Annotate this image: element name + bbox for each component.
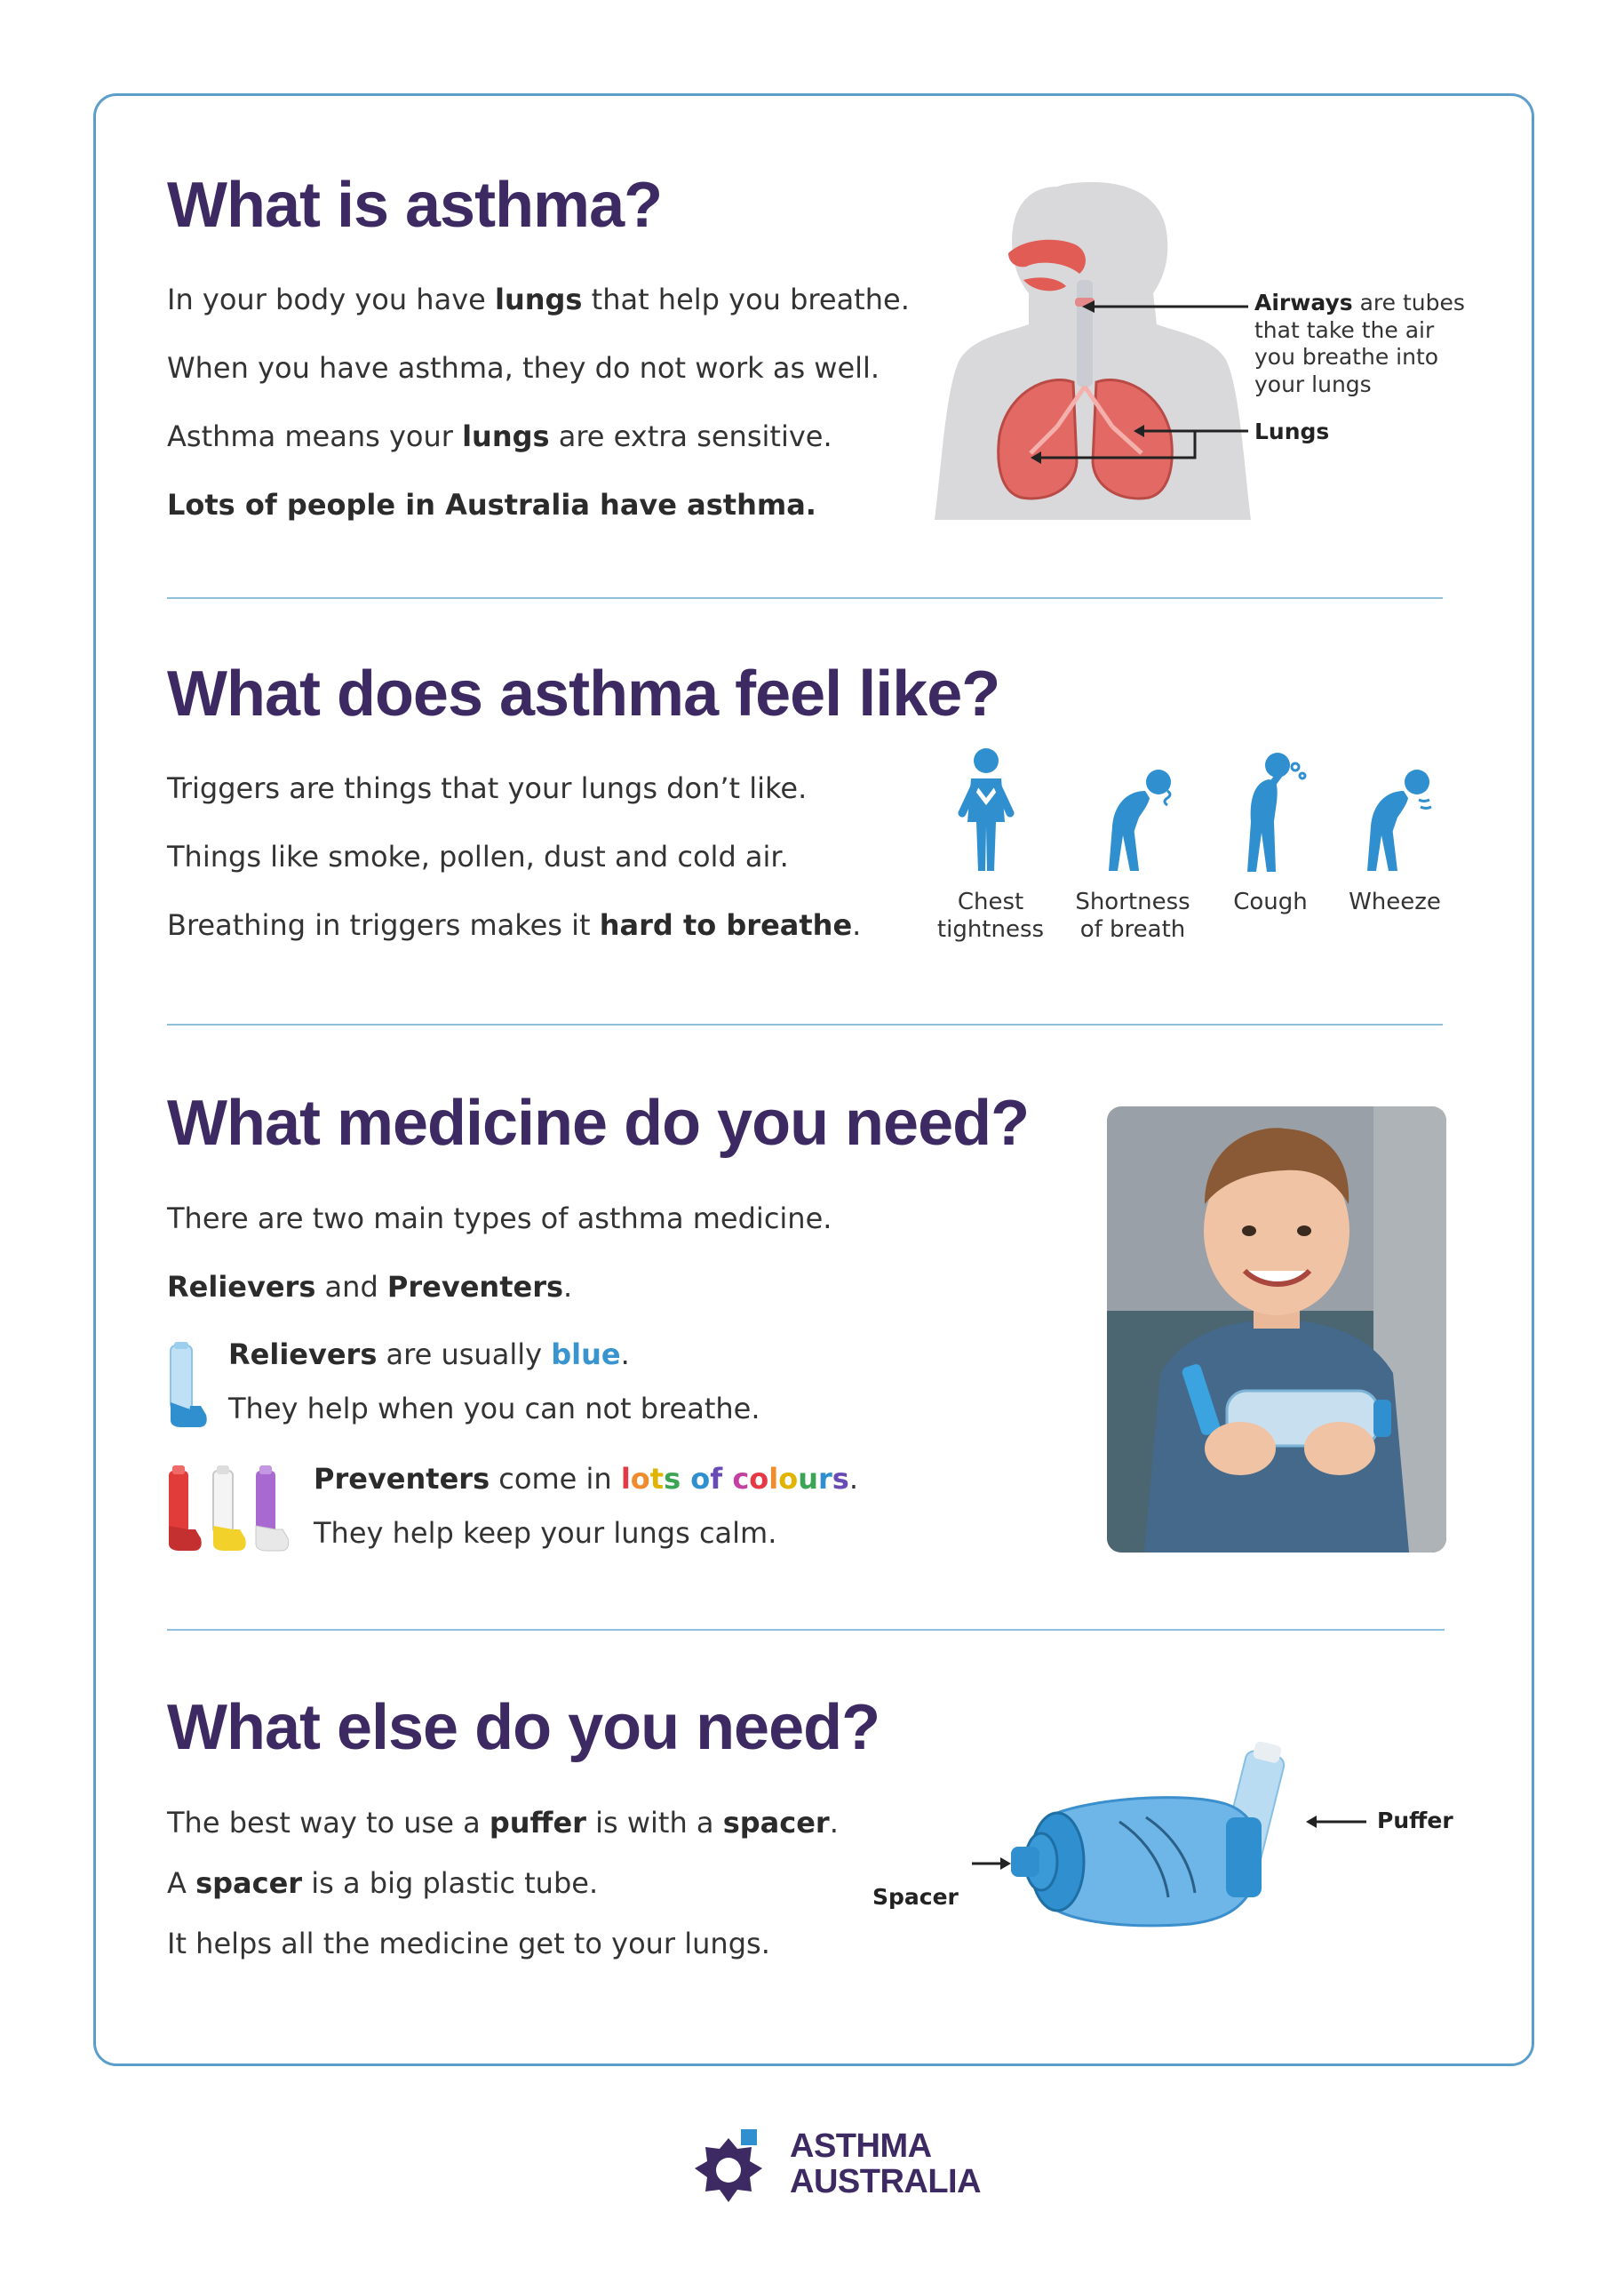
text: . xyxy=(620,1337,630,1371)
label-line: Chest xyxy=(957,889,1024,915)
paragraph xyxy=(167,488,816,522)
section-heading: What is asthma? xyxy=(167,170,663,241)
rainbow-letter: c xyxy=(732,1462,750,1496)
relievers-line xyxy=(228,1337,630,1371)
rainbow-letter: l xyxy=(768,1462,779,1496)
rainbow-text xyxy=(621,1462,849,1496)
section-heading: What does asthma feel like? xyxy=(167,659,1000,730)
section-heading: What medicine do you need? xyxy=(167,1088,1030,1159)
section-what-else-do-you-need xyxy=(167,1692,880,1763)
text: and xyxy=(315,1270,387,1304)
rainbow-letter: o xyxy=(630,1462,650,1496)
photo-illustration xyxy=(1107,1106,1446,1553)
label-bold: Puffer xyxy=(1377,1808,1453,1833)
paragraph xyxy=(167,771,807,805)
spacer-label xyxy=(872,1884,959,1912)
bold-text: spacer xyxy=(195,1866,303,1900)
rainbow-letter: t xyxy=(649,1462,665,1496)
asthma-australia-logo-icon xyxy=(686,2126,771,2211)
divider xyxy=(167,597,1443,599)
symptom-label-chest-tightness xyxy=(924,889,1057,944)
arrow-head-icon xyxy=(1000,1857,1011,1870)
callout-text: that take the air xyxy=(1254,316,1435,343)
divider xyxy=(167,1629,1445,1631)
symptom-label-shortness-of-breath xyxy=(1066,889,1199,944)
text: come in xyxy=(490,1462,621,1496)
text: When you have asthma, they do not work as well. xyxy=(167,351,880,385)
shortness-of-breath-icon xyxy=(1096,764,1185,875)
cough-icon xyxy=(1235,751,1315,875)
text: . xyxy=(848,1462,858,1496)
label-line: tightness xyxy=(936,916,1045,944)
rainbow-letter: s xyxy=(832,1462,849,1496)
text: Things like smoke, pollen, dust and cold air. xyxy=(167,840,789,874)
text: is with a xyxy=(585,1806,723,1840)
bold-text: Preventers xyxy=(386,1270,564,1304)
bold-text: spacer xyxy=(722,1806,830,1840)
text: There are two main types of asthma medicine. xyxy=(167,1201,832,1235)
bold-text: Relievers xyxy=(167,1270,316,1304)
text: In your body you have xyxy=(167,283,495,316)
label-line: Wheeze xyxy=(1349,889,1441,915)
rainbow-letter: u xyxy=(798,1462,818,1496)
preventers-description xyxy=(314,1516,776,1550)
label-bold: Spacer xyxy=(872,1884,959,1910)
paragraph xyxy=(167,1201,832,1235)
red-inhaler-icon xyxy=(169,1465,202,1551)
bold-text: lungs xyxy=(494,283,583,316)
label-line: Shortness xyxy=(1075,889,1190,915)
bold-text: hard to breathe xyxy=(599,908,853,942)
callout-text: your lungs xyxy=(1254,371,1372,397)
logo-wordmark xyxy=(790,2129,981,2200)
preventer-inhalers-icon xyxy=(163,1462,297,1560)
rainbow-letter: l xyxy=(620,1462,631,1496)
text: Breathing in triggers makes it xyxy=(167,908,600,942)
rainbow-letter: o xyxy=(778,1462,799,1496)
section-what-is-asthma xyxy=(167,170,663,241)
text: Asthma means your xyxy=(167,419,463,453)
bold-text: puffer xyxy=(489,1806,586,1840)
lungs-diagram-illustration xyxy=(924,169,1262,524)
logo-line: ASTHMA xyxy=(790,2127,932,2165)
airways-callout xyxy=(1254,290,1465,398)
blue-reliever-inhaler-icon xyxy=(165,1340,210,1429)
paragraph xyxy=(167,908,861,942)
paragraph xyxy=(167,1806,839,1840)
text: The best way to use a xyxy=(167,1806,490,1840)
paragraph xyxy=(167,1866,598,1900)
text: They help keep your lungs calm. xyxy=(314,1516,777,1550)
spacer-and-puffer-illustration xyxy=(959,1742,1333,1946)
trachea xyxy=(1077,280,1093,387)
divider xyxy=(167,1024,1443,1026)
rainbow-letter: f xyxy=(710,1462,723,1496)
paragraph xyxy=(167,1270,572,1304)
section-what-medicine-do-you-need xyxy=(167,1088,1030,1159)
text: They help when you can not breathe. xyxy=(228,1392,760,1425)
bold-text: Lots of people in Australia have asthma. xyxy=(167,488,816,522)
paragraph xyxy=(167,351,880,385)
child-with-spacer-photo xyxy=(1107,1106,1446,1553)
bold-text: Preventers xyxy=(314,1462,490,1496)
rainbow-letter: s xyxy=(664,1462,681,1496)
callout-text: you breathe into xyxy=(1254,344,1439,370)
blue-text: blue xyxy=(551,1337,621,1371)
text: . xyxy=(852,908,862,942)
symptom-label-cough xyxy=(1213,889,1328,916)
label-line: of breath xyxy=(1079,916,1186,944)
callout-bold: Airways xyxy=(1254,290,1353,315)
text: are extra sensitive. xyxy=(549,419,832,453)
text: . xyxy=(563,1270,573,1304)
puffer-pointer xyxy=(1306,1813,1368,1831)
symptom-label-wheeze xyxy=(1337,889,1453,916)
paragraph xyxy=(167,840,789,874)
puffer-label xyxy=(1377,1808,1453,1835)
callout-bold: Lungs xyxy=(1254,419,1330,444)
section-what-does-asthma-feel-like xyxy=(167,659,1000,730)
paragraph xyxy=(167,283,910,316)
relievers-description xyxy=(228,1392,760,1425)
paragraph xyxy=(167,1927,770,1960)
rainbow-letter: o xyxy=(690,1462,711,1496)
text: that help you breathe. xyxy=(582,283,910,316)
rainbow-letter: o xyxy=(749,1462,769,1496)
text: are usually xyxy=(377,1337,552,1371)
rainbow-letter: r xyxy=(818,1462,832,1496)
label-line: Cough xyxy=(1233,889,1308,915)
text: is a big plastic tube. xyxy=(302,1866,599,1900)
text: It helps all the medicine get to your lungs. xyxy=(167,1927,770,1960)
preventers-line xyxy=(314,1462,858,1496)
text: . xyxy=(829,1806,839,1840)
chest-tightness-icon xyxy=(955,746,1017,875)
paragraph xyxy=(167,419,832,453)
bold-text: lungs xyxy=(462,419,550,453)
logo-line: AUSTRALIA xyxy=(790,2162,982,2200)
white-inhaler-icon xyxy=(213,1465,246,1551)
bold-text: Relievers xyxy=(228,1337,378,1371)
purple-inhaler-icon xyxy=(256,1465,289,1551)
callout-text: are tubes xyxy=(1352,290,1465,315)
text: Triggers are things that your lungs don’t like. xyxy=(167,771,808,805)
section-heading: What else do you need? xyxy=(167,1692,880,1763)
lungs-callout xyxy=(1254,419,1329,446)
text: A xyxy=(167,1866,196,1900)
wheeze-icon xyxy=(1355,764,1444,875)
rainbow-letter xyxy=(722,1462,732,1496)
rainbow-letter xyxy=(681,1462,690,1496)
